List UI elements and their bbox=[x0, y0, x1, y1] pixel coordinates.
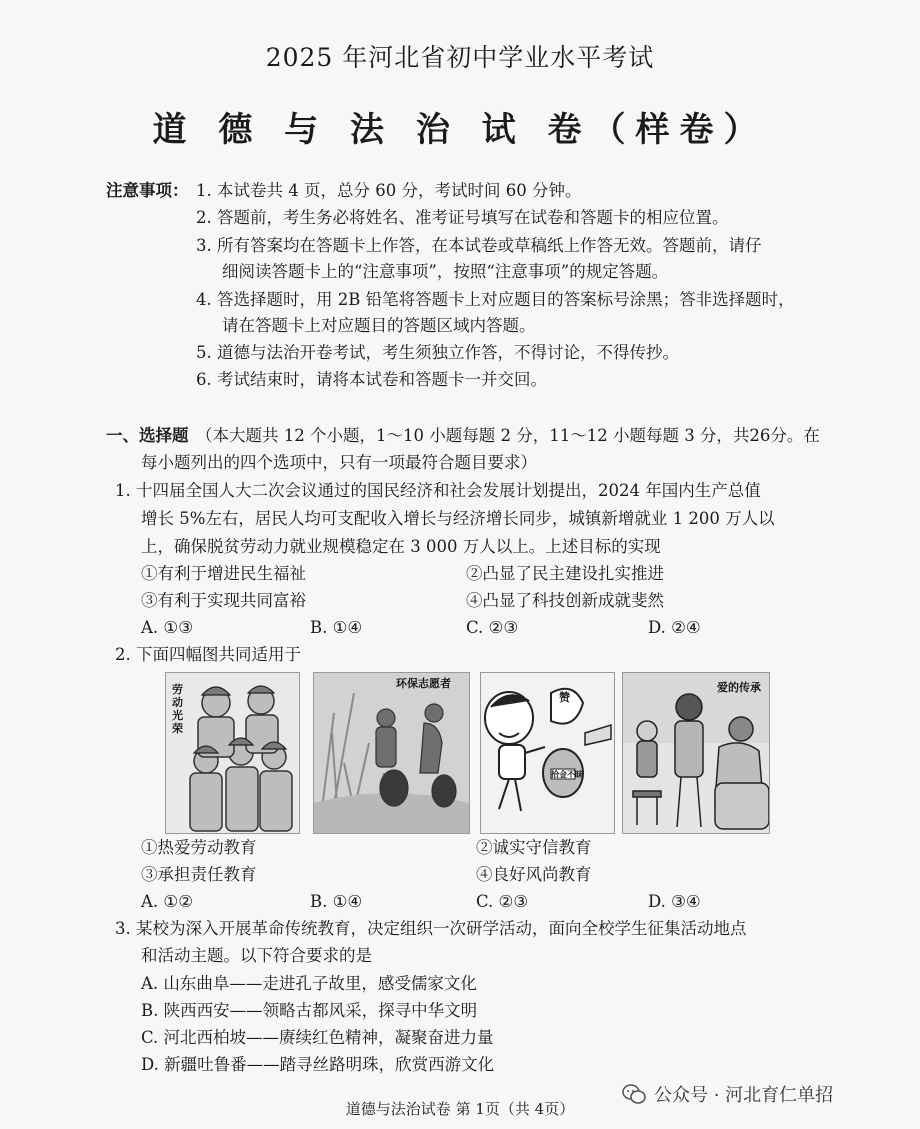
note-item: 1. 本试卷共 4 页，总分 60 分，考试时间 60 分钟。 bbox=[196, 181, 582, 200]
picture-caption: 环保志愿者 bbox=[396, 677, 451, 690]
q2-option: ②诚实守信教育 bbox=[476, 838, 592, 857]
q3-option-d: D. 新疆吐鲁番——踏寻丝路明珠，欣赏西游文化 bbox=[141, 1055, 495, 1074]
q2-option: ③承担责任教育 bbox=[141, 865, 257, 884]
note-item: 4. 答选择题时，用 2B 铅笔将答题卡上对应题目的答案标号涂黑；答非选择题时， bbox=[196, 290, 795, 309]
picture-caption: 劳动光荣 bbox=[172, 683, 183, 735]
volunteer-picture bbox=[313, 672, 470, 834]
paper-title: 道 德 与 法 治 试 卷（样卷） bbox=[152, 110, 768, 150]
q1-stem: 1. 十四届全国人大二次会议通过的国民经济和社会发展计划提出，2024 年国内生产总值 bbox=[115, 481, 761, 500]
q1-option: ④凸显了科技创新成就斐然 bbox=[466, 591, 664, 610]
picture-caption: 拾金不昧 bbox=[551, 770, 583, 779]
q1-choice-d: D. ②④ bbox=[648, 618, 701, 637]
q1-choice-b: B. ①④ bbox=[310, 618, 363, 637]
watermark-text: 公众号 · 河北育仁单招 bbox=[654, 1085, 834, 1106]
note-item: 细阅读答题卡上的“注意事项”，按照“注意事项”的规定答题。 bbox=[222, 262, 669, 281]
q3-option-a: A. 山东曲阜——走进孔子故里，感受儒家文化 bbox=[141, 974, 477, 993]
q1-option: ③有利于实现共同富裕 bbox=[141, 591, 306, 610]
honesty-picture bbox=[480, 672, 615, 834]
q1-option: ②凸显了民主建设扎实推进 bbox=[466, 564, 664, 583]
q2-choice-c: C. ②③ bbox=[476, 892, 529, 911]
q3-stem: 3. 某校为深入开展革命传统教育，决定组织一次研学活动，面向全校学生征集活动地点 bbox=[115, 919, 747, 938]
notes-label: 注意事项： bbox=[106, 181, 189, 200]
q2-choice-a: A. ①② bbox=[141, 892, 193, 911]
note-item: 5. 道德与法治开卷考试，考生须独立作答，不得讨论，不得传抄。 bbox=[196, 343, 679, 362]
q3-option-c: C. 河北西柏坡——赓续红色精神，凝聚奋进力量 bbox=[141, 1028, 494, 1047]
page-footer: 道德与法治试卷 第 1页（共 4页） bbox=[345, 1100, 575, 1118]
section-desc: （本大题共 12 个小题，1～10 小题每题 2 分，11～12 小题每题 3 分，共26分。在 bbox=[196, 426, 820, 445]
exam-title: 2025 年河北省初中学业水平考试 bbox=[265, 43, 655, 72]
note-item: 请在答题卡上对应题目的答题区域内答题。 bbox=[222, 316, 536, 335]
q2-choice-b: B. ①④ bbox=[310, 892, 363, 911]
q1-option: ①有利于增进民生福祉 bbox=[141, 564, 306, 583]
q2-stem: 2. 下面四幅图共同适用于 bbox=[115, 645, 301, 664]
note-item: 6. 考试结束时，请将本试卷和答题卡一并交回。 bbox=[196, 370, 547, 389]
note-item: 3. 所有答案均在答题卡上作答，在本试卷或草稿纸上作答无效。答题前，请仔 bbox=[196, 236, 762, 255]
picture-caption: 赞 bbox=[559, 691, 570, 704]
q1-stem: 上，确保脱贫劳动力就业规模稳定在 3 000 万人以上。上述目标的实现 bbox=[141, 537, 661, 556]
q1-choice-c: C. ②③ bbox=[466, 618, 519, 637]
section-desc: 每小题列出的四个选项中，只有一项最符合题目要求） bbox=[141, 453, 537, 472]
q2-option: ①热爱劳动教育 bbox=[141, 838, 257, 857]
q3-option-b: B. 陕西西安——领略古都风采，探寻中华文明 bbox=[141, 1001, 478, 1020]
q1-choice-a: A. ①③ bbox=[141, 618, 193, 637]
q3-stem: 和活动主题。以下符合要求的是 bbox=[141, 946, 372, 965]
q1-stem: 增长 5%左右，居民人均可支配收入增长与经济增长同步，城镇新增就业 1 200 万人以 bbox=[141, 509, 775, 528]
q2-choice-d: D. ③④ bbox=[648, 892, 701, 911]
note-item: 2. 答题前，考生务必将姓名、准考证号填写在试卷和答题卡的相应位置。 bbox=[196, 208, 729, 227]
love-picture bbox=[622, 672, 770, 834]
q2-option: ④良好风尚教育 bbox=[476, 865, 592, 884]
picture-caption: 爱的传承 bbox=[717, 681, 761, 694]
labor-picture bbox=[165, 672, 300, 834]
section-heading: 一、选择题 bbox=[106, 426, 189, 445]
